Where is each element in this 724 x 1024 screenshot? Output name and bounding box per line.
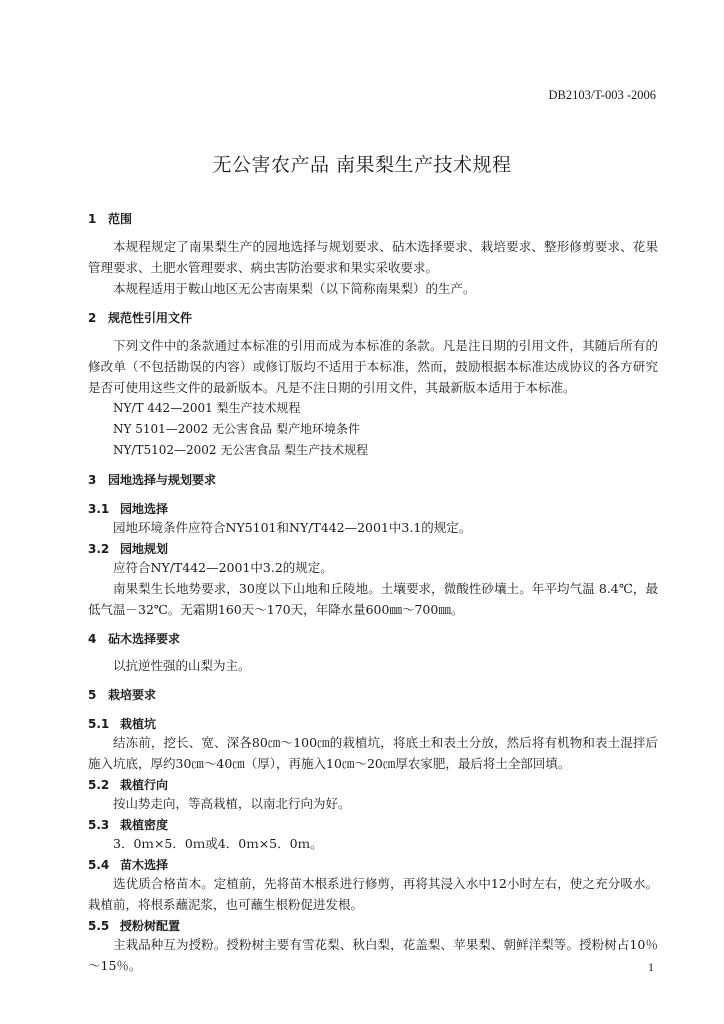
subsection-number: 3.2 bbox=[88, 542, 110, 556]
subsection-heading-5-2 bbox=[88, 776, 658, 793]
section-heading-5 bbox=[88, 686, 658, 703]
reference-item: NY/T5102—2002 无公害食品 梨生产技术规程 bbox=[113, 443, 369, 457]
paragraph: 以抗逆性强的山梨为主。 bbox=[113, 658, 251, 673]
reference-item: NY 5101—2002 无公害食品 梨产地环境条件 bbox=[113, 422, 360, 436]
subsection-number: 3.1 bbox=[88, 502, 110, 516]
section-title: 规范性引用文件 bbox=[108, 311, 193, 325]
subsection-title: 栽植行向 bbox=[120, 778, 169, 792]
subsection-number: 5.5 bbox=[88, 919, 110, 933]
subsection-title: 栽植密度 bbox=[120, 818, 169, 832]
paragraph: 结冻前，挖长、宽、深各80㎝～100㎝的栽植坑，将底土和表土分放，然后将有机物和表土混拌后施入坑底，厚约30㎝～40㎝（厚），再施入10㎝～20㎝厚农家肥，最后将土全部回填。 bbox=[88, 735, 658, 771]
section-title: 园地选择与规划要求 bbox=[108, 473, 217, 487]
subsection-heading-5-4 bbox=[88, 856, 658, 873]
section-title: 栽培要求 bbox=[108, 688, 157, 702]
section-number: 5 bbox=[88, 688, 97, 702]
reference-item: NY/T 442—2001 梨生产技术规程 bbox=[113, 401, 301, 415]
paragraph: 主栽品种互为授粉。授粉树主要有雪花梨、秋白梨，花盖梨、苹果梨、朝鲜洋梨等。授粉树占10％～15％。 bbox=[88, 937, 658, 973]
subsection-heading-3-2 bbox=[88, 540, 658, 557]
paragraph: 下列文件中的条款通过本标准的引用而成为本标准的条款。凡是注日期的引用文件，其随后所有的修改单（不包括勘误的内容）或修订版均不适用于本标准，然而，鼓励根据本标准达成协议的各方研究是否可使用这些文件的最新版本。凡是不注日期的引用文件，其最新版本适用于本标准。 bbox=[88, 338, 658, 395]
subsection-title: 园地选择 bbox=[120, 502, 169, 516]
paragraph: 应符合NY/T442—2001中3.2的规定。 bbox=[113, 560, 333, 575]
paragraph: 按山势走向，等高栽植，以南北行向为好。 bbox=[113, 796, 351, 811]
paragraph: 选优质合格苗木。定植前，先将苗木根系进行修剪，再将其浸入水中12小时左右，使之充分吸水。栽植前，将根系蘸泥浆，也可蘸生根粉促进发根。 bbox=[88, 876, 658, 912]
section-title: 砧木选择要求 bbox=[108, 632, 181, 646]
paragraph: 园地环境条件应符合NY5101和NY/T442—2001中3.1的规定。 bbox=[113, 520, 472, 535]
section-heading-1 bbox=[88, 210, 658, 227]
section-heading-2 bbox=[88, 309, 658, 326]
section-title: 范围 bbox=[108, 212, 133, 226]
paragraph: 3．0ｍ×5．0ｍ或4．0ｍ×5．0ｍ。 bbox=[113, 836, 323, 851]
section-heading-4 bbox=[88, 630, 658, 647]
document-title: 无公害农产品 南果梨生产技术规程 bbox=[212, 154, 512, 176]
subsection-title: 园地规划 bbox=[120, 542, 169, 556]
section-number: 4 bbox=[88, 632, 97, 646]
section-heading-3 bbox=[88, 471, 658, 488]
section-number: 2 bbox=[88, 311, 97, 325]
paragraph: 南果梨生长地势要求，30度以下山地和丘陵地。土壤要求，微酸性砂壤土。年平均气温 8.4℃，最低气温－32℃。无霜期160天～170天，年降水量600㎜～700㎜。 bbox=[88, 581, 658, 617]
subsection-heading-5-1 bbox=[88, 715, 658, 732]
subsection-heading-3-1 bbox=[88, 500, 658, 517]
paragraph: 本规程适用于鞍山地区无公害南果梨（以下简称南果梨）的生产。 bbox=[113, 281, 476, 296]
section-number: 3 bbox=[88, 473, 97, 487]
standard-code: DB2103/T-003 -2006 bbox=[548, 88, 656, 102]
subsection-heading-5-5 bbox=[88, 917, 658, 934]
subsection-title: 授粉树配置 bbox=[120, 919, 181, 933]
subsection-title: 栽植坑 bbox=[120, 717, 157, 731]
subsection-number: 5.2 bbox=[88, 778, 110, 792]
subsection-number: 5.4 bbox=[88, 858, 110, 872]
subsection-number: 5.3 bbox=[88, 818, 110, 832]
page-number: 1 bbox=[648, 960, 654, 974]
subsection-title: 苗木选择 bbox=[120, 858, 169, 872]
document-body bbox=[88, 210, 658, 976]
subsection-heading-5-3 bbox=[88, 816, 658, 833]
section-number: 1 bbox=[88, 212, 97, 226]
subsection-number: 5.1 bbox=[88, 717, 110, 731]
paragraph: 本规程规定了南果梨生产的园地选择与规划要求、砧木选择要求、栽培要求、整形修剪要求、花果管理要求、土肥水管理要求、病虫害防治要求和果实采收要求。 bbox=[88, 239, 658, 275]
